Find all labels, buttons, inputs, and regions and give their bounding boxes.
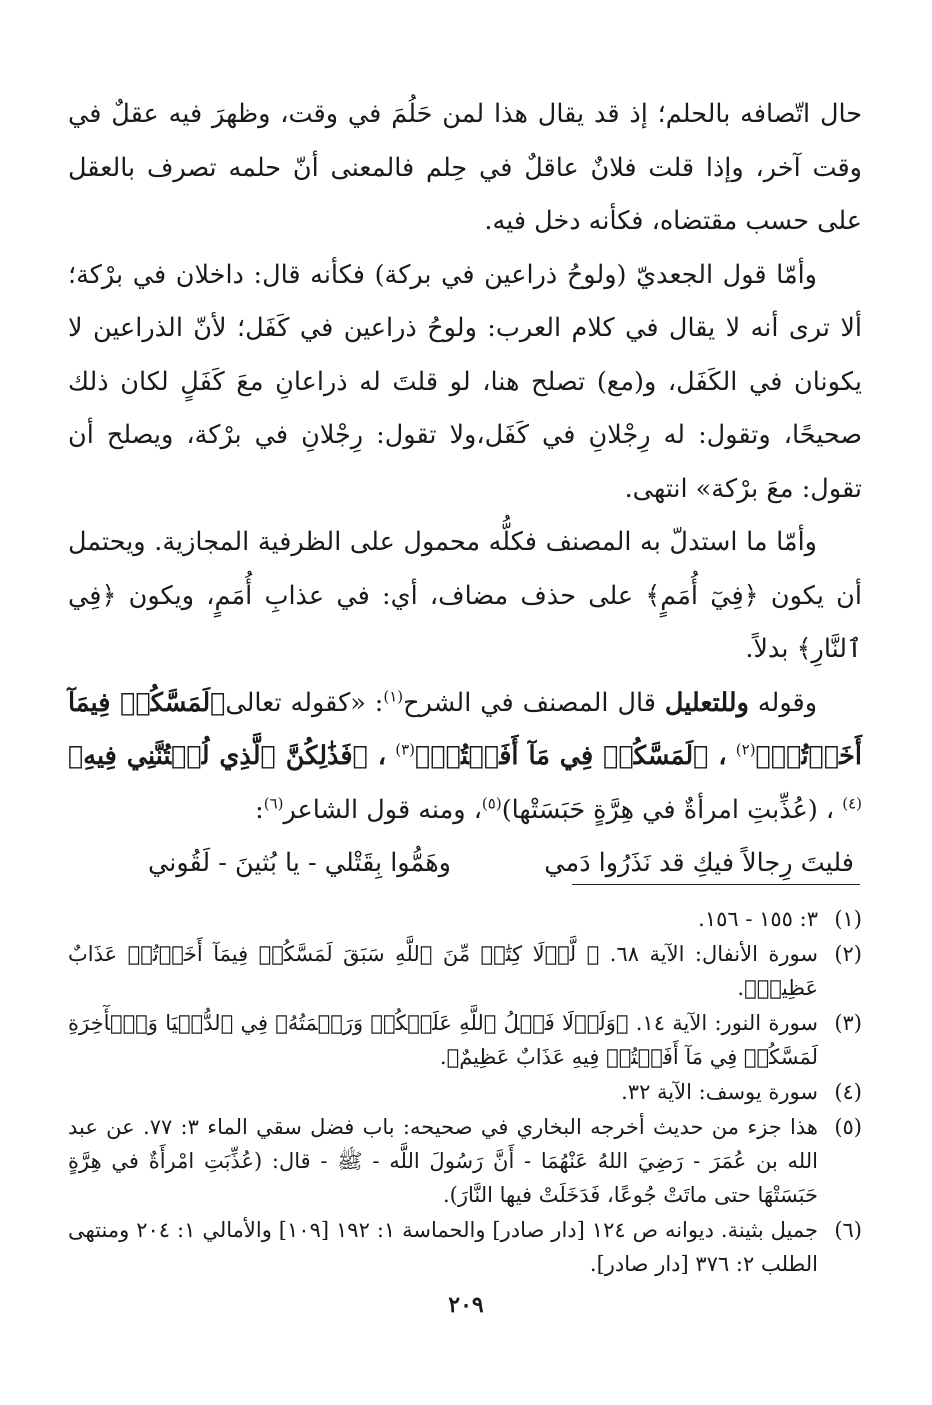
page-number: ٢٠٩ [448, 1292, 484, 1318]
paragraph-2: وأمّا قول الجعديّ (ولوحُ ذراعين في بركة) فكأنه قال: داخلان في برْكة؛ ألا ترى أنه لا يقال في كلام العرب: ولوحُ ذراعين في كَفَل؛ لأنّ الذراعين لا يكونان في الكَفَل، و(مع) تصلح هنا، لو قلتَ له ذراعانِ معَ كَفَلٍ لكان ذلك صحيحًا، وتقول: له رِجْلانِ في كَفَل،ولا تقول: رِجْلانِ في برْكة، ويصلح أن تقول: معَ برْكة» انتهى. [68, 259, 862, 504]
p4-text-1: قال المصنف في الشرح [403, 687, 656, 718]
footnote-number: (١) [834, 907, 862, 931]
footnote-number: (٦) [834, 1218, 862, 1242]
footnote-number: (٥) [834, 1115, 862, 1139]
footnote-ref-2: (٢) [735, 740, 756, 759]
paragraph-3: وأمّا ما استدلّ به المصنف فكلُّه محمول على الظرفية المجازية. ويحتمل أن يكون ﴿فِيٓ أُمَمٍ﴾ على حذف مضاف، أي: في عذابِ أُمَمٍ، ويكون ﴿فِي ٱلنَّارِ﴾ بدلاً. [68, 527, 862, 664]
p4-lead: وقوله [757, 687, 818, 718]
quran-quote-2: ، ﴿لَمَسَّكُمۡ فِي مَآ أَفَضۡتُمۡ﴾ [415, 741, 727, 771]
footnote-3 [68, 1006, 862, 1074]
paragraph-4 [68, 677, 862, 838]
footnote-ref-5: (٥) [481, 794, 502, 812]
footnote-number: (٣) [834, 1011, 862, 1035]
footnote-5 [68, 1110, 862, 1212]
p4-text-5: : [255, 794, 264, 825]
footnote-6 [68, 1213, 862, 1281]
footnote-1 [68, 902, 862, 936]
paragraph-1: حال اتّصافه بالحلم؛ إذ قد يقال هذا لمن حَلُمَ في وقت، وظهرَ فيه عقلٌ في وقت آخر، وإذا قلت فلانٌ عاقلٌ في حِلم فالمعنى أنّ حلمه تصرف بالعقل على حسب مقتضاه، فكأنه دخل فيه. [68, 99, 862, 236]
footnote-number: (٢) [834, 942, 862, 966]
footnote-ref-1: (١) [383, 687, 404, 705]
quran-quote-1: ﴿لَمَسَّكُمۡ فِيمَآ أَخَذۡتُمۡ﴾ [68, 687, 863, 771]
quran-quote-3: ، ﴿فَذَٰلِكُنَّ ٱلَّذِي لُمۡتُنَّنِي فِيهِ﴾ [68, 741, 387, 771]
p4-text-2: : «كقوله تعالى [225, 687, 384, 718]
verse-second-hemistich: وهَمُّوا بِقَتْلي - يا بُثينَ - لَقُوني [148, 848, 451, 878]
footnote-ref-3: (٣) [395, 740, 416, 759]
footnote-2 [68, 937, 862, 1005]
footnote-text: سورة يوسف: الآية ٣٢. [621, 1080, 818, 1104]
footnote-4 [68, 1075, 862, 1109]
footnote-text: جميل بثينة. ديوانه ص ١٢٤ [دار صادر] والحماسة ١: ١٩٢ [١٠٩] والأمالي ١: ٢٠٤ ومنتهى الطلب ٢: ٣٧٦ [دار صادر]. [68, 1218, 819, 1276]
footnote-text: ٣: ١٥٥ - ١٥٦. [698, 907, 818, 931]
footnote-text: هذا جزء من حديث أخرجه البخاري في صحيحه: باب فضل سقي الماء ٣: ٧٧. عن عبد الله بن عُمَرَ - رَضِيَ اللهُ عَنْهُمَا - أَنَّ رَسُولَ اللَّه - ﷺ - قال: (عُذِّبَتِ امْرأَةٌ في هِرَّةٍ حَبَسَتْهَا حتى ماتَتْ جُوعًا، فَدَخَلَتْ فيها النَّارَ). [68, 1115, 818, 1207]
verse-first-hemistich: فليتَ رِجالاً فيكِ قد نَذَرُوا دَمي [544, 848, 854, 878]
footnote-ref-6: (٦) [263, 794, 284, 812]
footnote-text: سورة النور: الآية ١٤. ﴿وَلَوۡلَا فَضۡلُ ٱللَّهِ عَلَيۡكُمۡ وَرَحۡمَتُهُۥ فِي ٱلدُّنۡيَا وَٱلۡأٓخِرَةِ لَمَسَّكُمۡ فِي مَآ أَفَضۡتُمۡ فِيهِ عَذَابٌ عَظِيمٌ﴾. [68, 1011, 818, 1069]
footnotes [68, 902, 862, 1282]
footnote-separator [572, 884, 860, 885]
poetry-verse [68, 837, 862, 891]
footnote-number: (٤) [834, 1080, 862, 1104]
footnote-text: سورة الأنفال: الآية ٦٨. ﴿ لَّوۡلَا كِتَٰبٞ مِّنَ ٱللَّهِ سَبَقَ لَمَسَّكُمۡ فِيمَآ أَخَذۡتُمۡ عَذَابٌ عَظِيمٞ﴾. [68, 942, 818, 1000]
p4-term: وللتعليل [664, 687, 749, 718]
p4-text-3: ، (عُذِّبتِ امرأةٌ في هِرَّةٍ حَبَسَتْها) [501, 794, 835, 825]
main-text [68, 88, 862, 891]
p4-text-4: ، ومنه قول الشاعر [283, 794, 482, 825]
footnote-ref-4: (٤) [842, 794, 862, 812]
